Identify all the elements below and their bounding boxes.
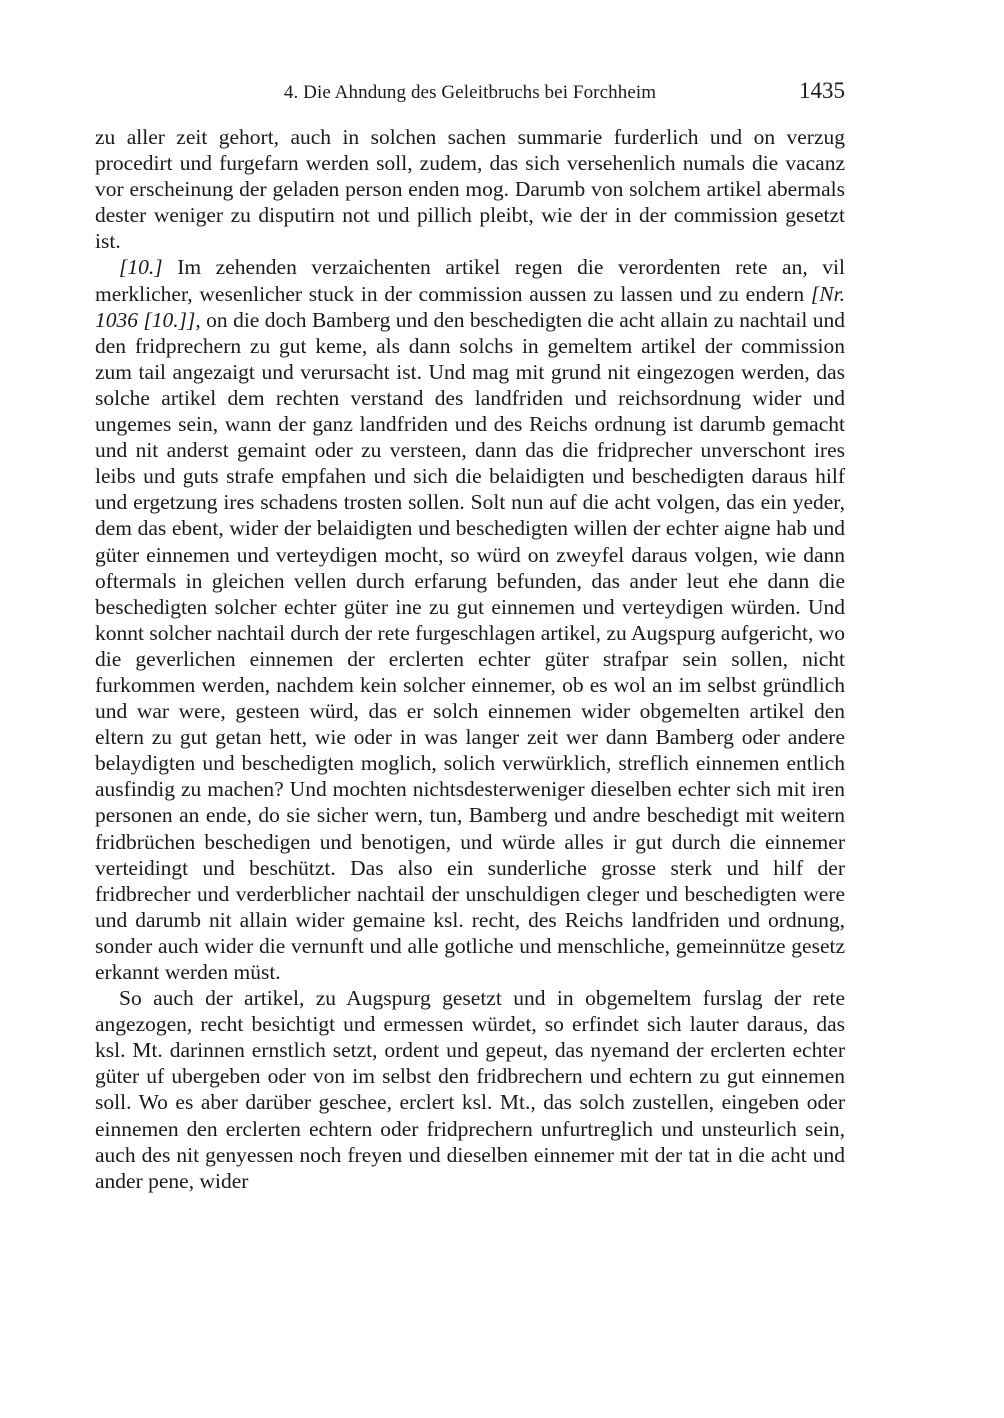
paragraph-2 — [95, 254, 845, 985]
paragraph-3: So auch der artikel, zu Augspurg gesetzt und in obgemeltem furslag der rete angezogen, recht besichtigt und ermessen würdet, so erfindet sich lauter daraus, das ksl. Mt. darinnen ernstlich setzt, ordent und gepeut, das nyemand der erclerten echter güter uf ubergeben oder von im selbst den fridbrechern und echtern zu gut einnemen soll. Wo es aber darüber geschee, erclert ksl. Mt., das solch zustellen, eingeben oder einnemen den erclerten echtern oder fridprechern unfurtreglich und unsteurlich sein, auch des nit genyessen noch freyen und dieselben einnemer mit der tat in die acht und ander pene, wider — [95, 986, 845, 1193]
page-number: 1435 — [799, 78, 845, 103]
paragraph-1: zu aller zeit gehort, auch in solchen sachen summarie furderlich und on verzug procedirt und furgefarn werden soll, zudem, das sich versehenlich numals die vacanz vor erscheinung der geladen person enden mog. Darumb von solchem artikel abermals dester weniger zu disputirn not und pillich pleibt, wie der in der commission gesetzt ist. — [95, 125, 845, 254]
paragraph-2-text-a: Im zehenden verzaichenten artikel regen die verordenten rete an, vil merklicher, wesenlicher stuck in der commission aussen zu lassen und zu endern — [95, 255, 845, 306]
running-title: 4. Die Ahndung des Geleitbruchs bei Forchheim — [283, 82, 657, 103]
paragraph-2-text-b: , on die doch Bamberg und den beschedigten die acht allain zu nachtail und den fridprechern zu gut keme, als dann solchs in gemeltem artikel der commission zum tail angezaigt und verursacht ist. Und mag mit grund nit eingezogen werden, das solche artikel dem rechten verstand des landfriden und reichsordnung wider und ungemes sein, wann der ganz landfriden und des Reichs ordnung ist darumb gemacht und nit anderst gemaint oder zu versteen, dann das die fridprecher unverschont ires leibs und guts strafe empfahen und sich die belaidigten und beschedigten daraus hilf und ergetzung ires schadens trosten sollen. Solt nun auf die acht volgen, das ein yeder, dem das ebent, wider der belaidigten und beschedigten willen der echter aigne hab und güter einnemen und verteydigen mocht, so würd on zweyfel daraus volgen, wie dann oftermals in gleichen vellen durch erfarung befunden, das ander leut ehe dann die beschedigten solcher echter güter ine zu gut einnemen und verteydigen würden. Und konnt solcher nachtail durch der rete furgeschlagen artikel, zu Augspurg aufgericht, wo die geverlichen einnemen der erclerten echter güter strafpar sein sollen, nicht furkommen werden, nachdem kein solcher einnemer, ob es wol an im selbst gründlich und war were, gesteen würd, das er solch einnemen wider obgemelten artikel den eltern zu gut getan hett, wie oder in was langer zeit wer dann Bamberg oder andere belaydigten und beschedigten moglich, solich verwürklich, streflich einnemen entlich ausfindig zu machen? Und mochten nichtsdesterweniger dieselben echter sich mit iren personen an ende, do sie sicher wern, tun, Bamberg und andre beschedigt mit weitern fridbrüchen beschedigen und benotigen, und würde alles ir gut durch die einnemer verteidingt und beschützt. Das also ein sunderliche grosse sterk und hilf der fridbrecher und verderblicher nachtail der unschuldigen cleger und beschedigten were und darumb nit allain wider gemaine ksl. recht, des Reichs landfriden und ordnung, sonder auch wider die vernunft und alle gotliche und menschliche, gemeinnütze gesetz erkannt werden müst. — [95, 307, 845, 984]
page — [95, 78, 845, 1194]
body-text — [95, 124, 845, 1194]
running-head — [95, 78, 845, 108]
article-marker: [10.] — [119, 255, 163, 280]
cross-reference: [Nr. 1036 [10.]] — [95, 281, 845, 332]
